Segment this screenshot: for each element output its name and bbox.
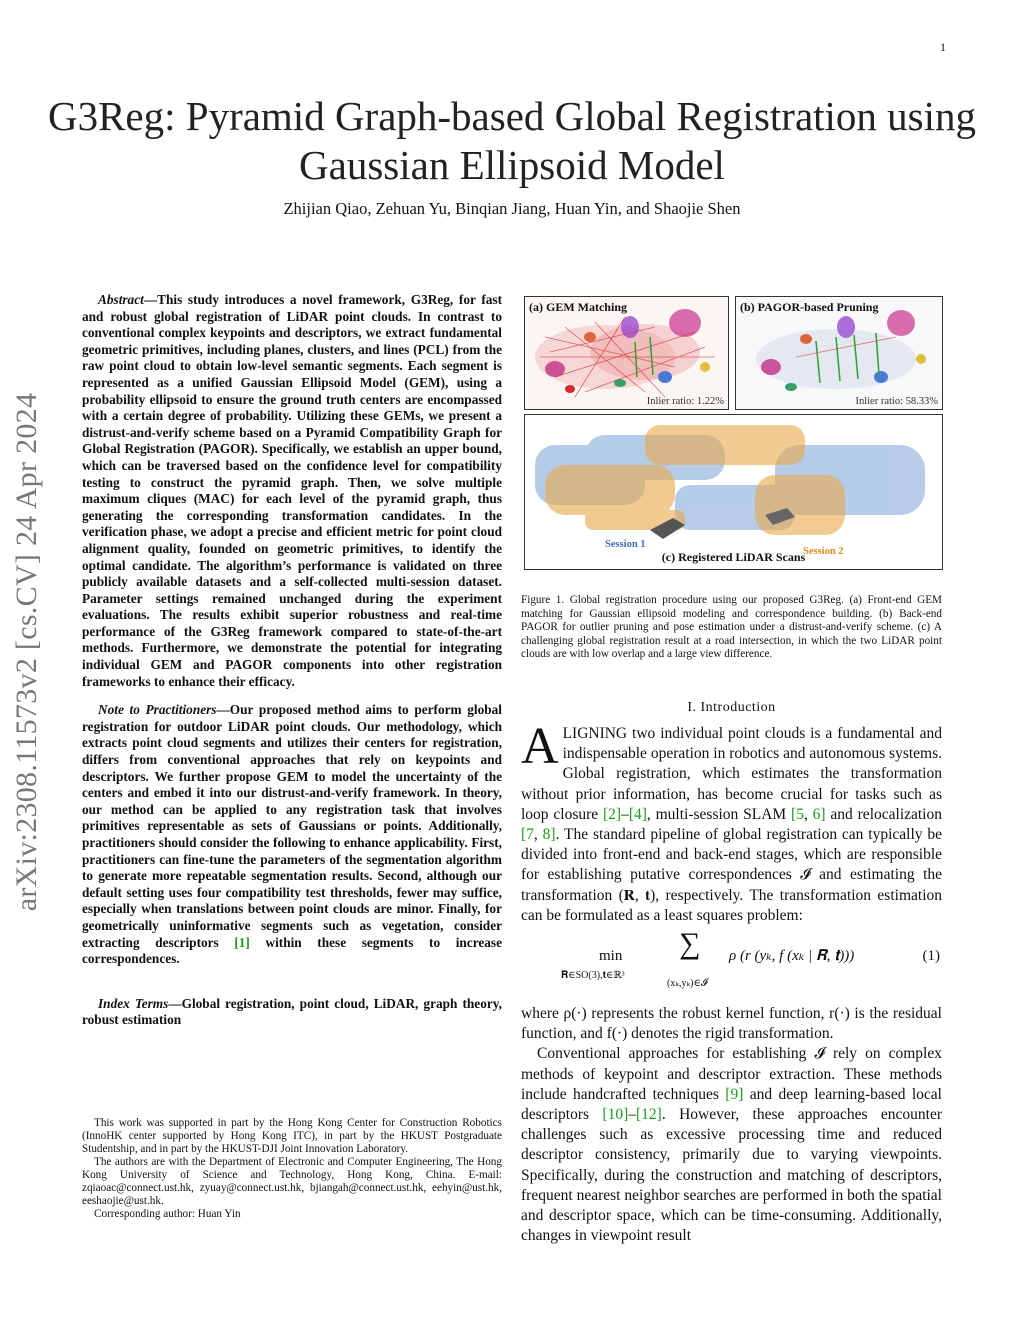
page-number: 1 (940, 40, 946, 54)
intro-text: – (621, 805, 629, 823)
intro-text: , (803, 805, 813, 823)
panel-gem-matching (524, 296, 729, 410)
note-paragraph: Note to Practitioners—Our proposed method aims to perform global registration for outdoor LiDAR point clouds. Our methodology, which extracts point cloud segments and utilizes their centers for registration, differs from conventional approaches that rely on keypoints and descriptors. We further propose GEM to model the uncertainty of the centers and embed it into our distrust-and-verify framework. In theory, our method can be applied to any registration task that involves primitives representable as sets of Gaussians or points. Additionally, practitioners should consider the following to enhance applicability. First, practitioners can fine-tune the parameters of the segmentation algorithm to generate more repeatable segmentation results. Second, although our default setting uses four compatibility test thresholds, fewer may suffice, especially when translations between point clouds are minor. Finally, for geometrically uninformative segments such as vegetation, consider extracting descriptors [1] within these segments to increase correspondences. (82, 702, 502, 967)
note-label: Note to Practitioners (98, 702, 217, 718)
citation-link[interactable]: [10] (602, 1106, 629, 1124)
citation-link[interactable]: [5 (791, 805, 804, 823)
intro-text: . However, these approaches encounter challenges such as excessive processing time and reduced descriptor consistency, primarily due to varying viewpoints. Specifically, during the construction and matching of descriptors, frequent nearest neighbor searches are performed in both the spatial and descriptor space, which can be time-consuming. Additionally, changes in viewpoint result (521, 1106, 942, 1245)
intro-text: – (628, 1106, 636, 1124)
panel-pagor-pruning (735, 296, 943, 410)
note-text: Our proposed method aims to perform global registration for outdoor LiDAR point clouds. Our methodology, which extracts point cloud segments and utilizes their centers for registration, differs from conventional approaches that rely on keypoints and descriptors. We further propose GEM to model the uncertainty of the centers and embed it into our distrust-and-verify framework. In theory, our method can be applied to any registration task that involves primitives representable as sets of Gaussians or points. Additionally, practitioners should consider the following to enhance applicability. First, practitioners can fine-tune the parameters of the segmentation algorithm to generate more repeatable segmentation results. Second, although our default setting uses four compatibility test thresholds, fewer may suffice, especially when translations between point clouds are minor. Finally, for geometrically uninformative segments such as vegetation, consider extracting descriptors (82, 702, 502, 950)
panel-a-inlier-ratio: Inlier ratio: 1.22% (646, 396, 724, 407)
session-2-label: Session 2 (803, 546, 844, 557)
intro-text: Conventional approaches for establishing 𝓘 rely on complex methods of keypoint and descriptor extraction. These methods include handcrafted techniques (521, 1045, 942, 1103)
intro-paragraph-2: where ρ(·) represents the robust kernel function, r(·) is the residual function, and f(·) denotes the rigid transformation. (521, 1005, 942, 1043)
panel-b-label: (b) PAGOR-based Pruning (740, 300, 879, 314)
abstract-block (82, 292, 502, 1029)
eq-body: ρ (r (yₖ, f (xₖ | 𝐑, 𝐭))) (729, 948, 855, 965)
citation-link[interactable]: [7 (521, 826, 534, 844)
registered-scans-image (525, 415, 942, 569)
footnote-funding: This work was supported in part by the Hong Kong Center for Construction Robotics (InnoHK center supported by Hong Kong ITC), in part by the HKUST Postgraduate Studentship, and in part by the HKUST-DJI Joint Innovation Laboratory. (82, 1117, 502, 1155)
eq-min: min (599, 948, 623, 965)
intro-text: , (533, 826, 543, 844)
citation-link[interactable]: 8] (542, 826, 556, 844)
index-terms-paragraph: Index Terms—Global registration, point cloud, LiDAR, graph theory, robust estimation (82, 995, 502, 1028)
panel-b-inlier-ratio: Inlier ratio: 58.33% (855, 396, 938, 407)
figure-1 (521, 294, 942, 574)
footnotes (82, 1117, 502, 1221)
citation-link[interactable]: [9] (725, 1085, 744, 1103)
arxiv-stamp: arXiv:2308.11573v2 [cs.CV] 24 Apr 2024 (10, 392, 43, 912)
footnote-affiliation: The authors are with the Department of Electronic and Computer Engineering, The Hong Kong University of Science and Technology, Hong Kong, China. E-mail: zqiaoac@connect.ust.hk, zyuay@connect.ust.hk, bjiangah@connect.ust.hk, eehyin@ust.hk, eeshaojie@ust.hk. (82, 1156, 502, 1207)
figure-caption: Figure 1. Global registration procedure using our proposed G3Reg. (a) Front-end GEM matching for Gaussian ellipsoid modeling and correspondence building. (b) Back-end PAGOR for outlier pruning and pose estimation under a distrust-and-verify scheme. (c) A challenging global registration result at a road intersection, in which the two LiDAR point clouds are with low overlap and a large view difference. (521, 594, 942, 661)
citation-link[interactable]: 6] (812, 805, 826, 823)
intro-text: . The standard pipeline of global registration can typically be divided into front-end and back-end stages, which are responsible for establishing putative correspondences 𝓘 and estimating the transformation (𝐑, 𝐭), respectively. The transformation estimation can be formulated as a least squares problem: (521, 826, 943, 924)
footnote-corresponding: Corresponding author: Huan Yin (94, 1208, 241, 1220)
panel-a-label: (a) GEM Matching (529, 300, 627, 314)
panel-registered-scans (524, 414, 943, 570)
author-list: Zhijian Qiao, Zehuan Yu, Binqian Jiang, Huan Yin, and Shaojie Shen (283, 199, 741, 218)
intro-text: and relocalization (825, 805, 942, 823)
citation-link[interactable]: [1] (234, 934, 250, 950)
intro-paragraph-1 (521, 718, 943, 926)
paper-title: G3Reg: Pyramid Graph-based Global Registration using Gaussian Ellipsoid Model (47, 93, 977, 188)
abstract-label: Abstract (98, 292, 144, 307)
index-terms-label: Index Terms (98, 995, 169, 1011)
intro-text: LIGNING two individual point clouds is a fundamental and indispensable operation in robotics and autonomous systems. Global registration, which estimates the transformation without prior information, has become crucial for tasks such as loop closure (521, 725, 942, 823)
abstract-text: This study introduces a novel framework, G3Reg, for fast and robust global registration of LiDAR point clouds. In contrast to conventional complex keypoints and descriptors, we extract fundamental geometric primitives, including planes, clusters, and lines (PCL) from the raw point cloud to obtain low-level semantic segments. Each segment is represented as a unified Gaussian Ellipsoid Model (GEM), using a probability ellipsoid to ensure the ground truth centers are encompassed with a certain degree of probability. Utilizing these GEMs, we present a distrust-and-verify scheme based on a Pyramid Compatibility Graph for Global Registration (PAGOR). Specifically, we establish an upper bound, which can be traversed based on the confidence level for compatibility testing to construct the pyramid graph. Then, we solve multiple maximum cliques (MAC) for each level of the pyramid graph, thus generating the corresponding transformation candidates. In the verification phase, we adopt a precise and efficient metric for point cloud alignment quality, founded on geometric primitives, to identify the optimal candidate. The algorithm’s performance is validated on three publicly available datasets and a self-collected multi-session dataset. Parameter settings remained unchanged during the experiment evaluations. The results exhibit superior robustness and real-time performance of the G3Reg framework compared to state-of-the-art methods. Furthermore, we demonstrate the potential for integrating individual GEM and PAGOR components into other registration frameworks to enhance their efficacy. (82, 292, 502, 689)
panel-c-label: (c) Registered LiDAR Scans (661, 550, 806, 564)
intro-paragraph-3 (521, 1044, 942, 1246)
session-1-label: Session 1 (605, 539, 646, 550)
abstract-paragraph: Abstract—This study introduces a novel framework, G3Reg, for fast and robust global registration of LiDAR point clouds. In contrast to conventional complex keypoints and descriptors, we extract fundamental geometric primitives, including planes, clusters, and lines (PCL) from the raw point cloud to obtain low-level semantic segments. Each segment is represented as a unified Gaussian Ellipsoid Model (GEM), using a probability ellipsoid to ensure the ground truth centers are encompassed with a certain degree of probability. Utilizing these GEMs, we present a distrust-and-verify scheme based on a Pyramid Compatibility Graph for Global Registration (PAGOR). Specifically, we establish an upper bound, which can be traversed based on the confidence level for compatibility testing to construct the pyramid graph. Then, we solve multiple maximum cliques (MAC) for each level of the pyramid graph, thus generating the corresponding transformation candidates. In the verification phase, we adopt a precise and efficient metric for point cloud alignment quality, founded on geometric primitives, to identify the optimal candidate. The algorithm’s performance is validated on three publicly available datasets and a self-collected multi-session dataset. Parameter settings remained unchanged during the experiment evaluations. The results exhibit superior robustness and real-time performance of the G3Reg framework compared to state-of-the-art methods. Furthermore, we demonstrate the potential for integrating individual GEM and PAGOR components into other registration frameworks to enhance their efficacy. (82, 292, 502, 689)
eq-sum: ∑ (679, 927, 701, 961)
citation-link[interactable]: [4] (628, 805, 647, 823)
index-terms-text: Global registration, point cloud, LiDAR, graph theory, robust estimation (82, 995, 502, 1028)
citation-link[interactable]: [2] (603, 805, 622, 823)
intro-text: and deep learning-based local descriptors (521, 1085, 942, 1124)
introduction-body (521, 718, 943, 1246)
note-text-end: within these segments to increase correspondences. (82, 934, 502, 967)
drop-cap: A (521, 718, 559, 775)
equation-1 (521, 927, 942, 998)
eq-number: (1) (922, 948, 940, 965)
left-column (82, 292, 502, 1039)
section-heading-introduction: I. Introduction (687, 700, 776, 715)
citation-link[interactable]: [12] (635, 1106, 662, 1124)
eq-min-subscript: 𝐑∈SO(3),𝐭∈ℝ³ (561, 970, 625, 982)
eq-sum-subscript: (xₖ,yₖ)∈𝓘 (667, 978, 708, 990)
intro-text: , multi-session SLAM (646, 805, 792, 823)
